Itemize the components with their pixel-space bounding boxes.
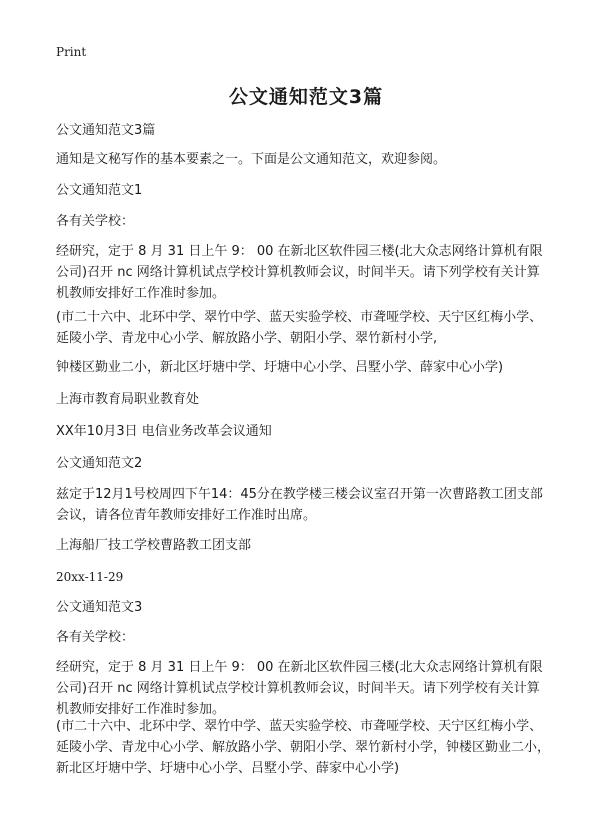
document-title: 公文通知范文3篇	[228, 86, 384, 108]
section-1-heading: 公文通知范文1	[56, 183, 143, 198]
intro-text: 通知是文秘写作的基本要素之一。下面是公文通知范文，欢迎参阅。	[56, 152, 447, 167]
section-1-body: 经研究，定于 8 月 31 日上午 9： 00 在新北区软件园三楼(北大众志网络计算机有限公司)召开 nc 网络计算机试点学校计算机教师会议，时间半天。请下列学校有关计算机教师安排好工作准时参加。	[56, 244, 543, 301]
intro-heading: 公文通知范文3篇	[56, 123, 156, 138]
section-2-heading: 公文通知范文2	[56, 456, 143, 471]
section-1-salutation: 各有关学校：	[56, 214, 135, 229]
section-2-date: 20xx-11-29	[56, 570, 124, 584]
section-1-school-list-cont: 钟楼区勤业二小，新北区圩塘中学、圩塘中心小学、吕墅小学、薛家中心小学)	[56, 360, 504, 375]
section-1-signature: 上海市教育局职业教育处	[56, 392, 200, 407]
section-2-body: 兹定于12月1号校周四下午14：45分在教学楼三楼会议室召开第一次曹路教工团支部会议，请各位青年教师安排好工作准时出席。	[56, 487, 543, 523]
section-3-heading: 公文通知范文3	[56, 600, 143, 615]
section-1-date: XX年10月3日 电信业务改革会议通知	[56, 424, 272, 439]
section-3-school-list: (市二十六中、北环中学、翠竹中学、蓝天实验学校、市聋哑学校、天宁区红梅小学、延陵小学、青龙中心小学、解放路小学、朝阳小学、翠竹新村小学，钟楼区勤业二小，新北区圩塘中学、圩塘中心小学、吕墅小学、薛家中心小学)	[56, 719, 551, 776]
section-3-salutation: 各有关学校：	[56, 630, 135, 645]
print-link[interactable]: Print	[56, 45, 87, 59]
section-2-signature: 上海船厂技工学校曹路教工团支部	[56, 538, 252, 553]
section-3-body: 经研究，定于 8 月 31 日上午 9： 00 在新北区软件园三楼(北大众志网络计算机有限公司)召开 nc 网络计算机试点学校计算机教师会议，时间半天。请下列学校有关计算机教师安排好工作准时参加。	[56, 660, 543, 717]
section-1-school-list: (市二十六中、北环中学、翠竹中学、蓝天实验学校、市聋哑学校、天宁区红梅小学、延陵小学、青龙中心小学、解放路小学、朝阳小学、翠竹新村小学,	[56, 310, 543, 346]
